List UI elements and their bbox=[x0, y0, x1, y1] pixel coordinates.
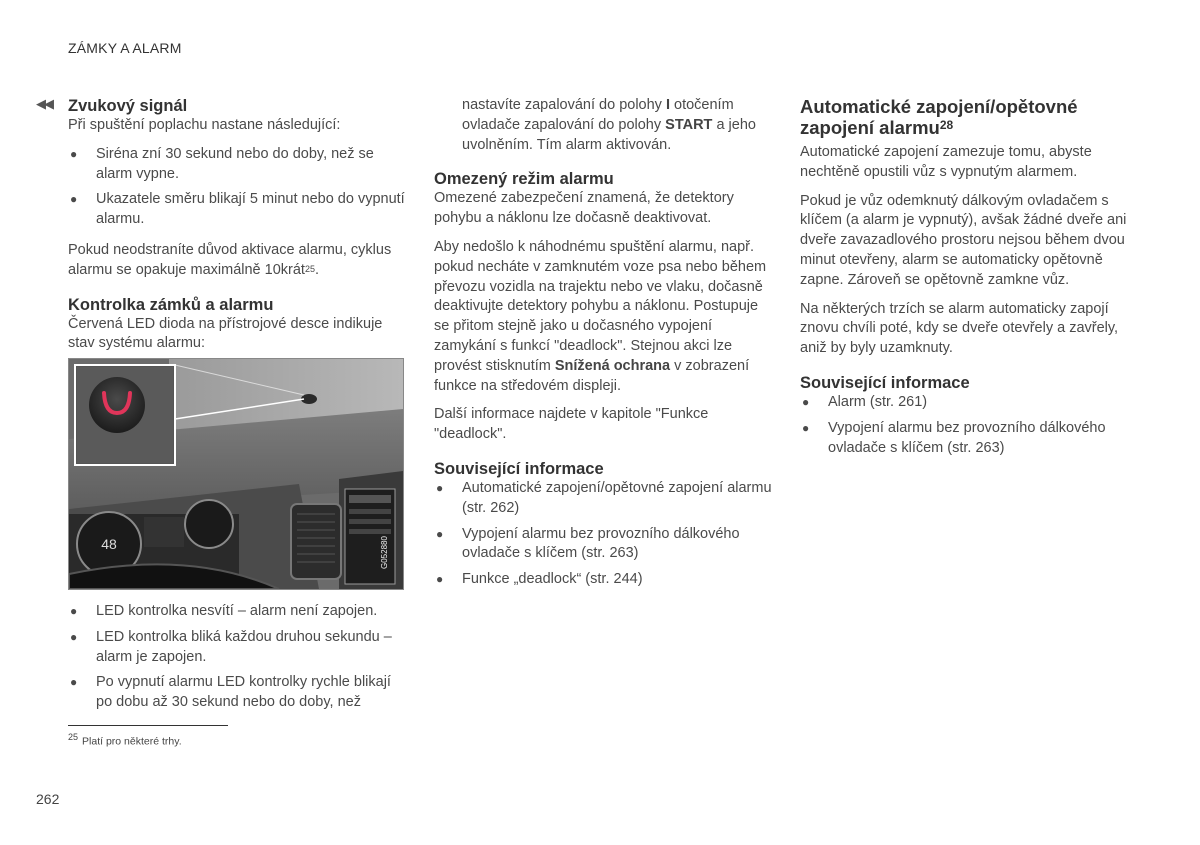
bullet-icon: ● bbox=[802, 420, 810, 435]
image-code: G052880 bbox=[380, 536, 389, 569]
led-bullets bbox=[68, 602, 408, 713]
bullet-icon: ● bbox=[70, 146, 78, 161]
reduced-intro: Omezené zabezpečení znamená, že detektory pohybu a náklonu lze dočasně deaktivovat. bbox=[434, 190, 734, 227]
unlocked-paragraph: Pokud je vůz odemknutý dálkovým ovladačem s klíčem (a alarm je vypnutý), avšak žádné dveře ani dveře zavazadlového prostoru nejsou během dvou minut otevřeny, alarm se automaticky opětovně zapne. Zároveň se opětovně zamkne vůz. bbox=[800, 192, 1127, 288]
footnote: $^{25}$ Platí pro některé trhy. bbox=[68, 732, 182, 748]
column-3 bbox=[800, 96, 1130, 464]
heading-auto-arming: Automatické zapojení/opětovné zapojení alarmu$^{28}$ bbox=[800, 96, 1078, 138]
bullet-icon: ● bbox=[70, 192, 78, 207]
continued-arrow-icon: ◀◀ bbox=[36, 96, 52, 111]
heading-sound-signal: Zvukový signál bbox=[68, 97, 188, 115]
avoid-paragraph: Aby nedošlo k náhodnému spuštění alarmu, např. pokud necháte v zamknutém voze psa nebo během převozu vozidla na trajektu nebo ve vlaku, dočasně deaktivujte detektory pohybu a náklonu. Postupuje se přitom stejně jako u dočasného vypojení zamykání s funkcí "deadlock". Stejnou akci lze provést stisknutím Snížená ochrana v zobrazení funkce na středovém displeji. bbox=[434, 238, 767, 394]
list-item: ● Po vypnutí alarmu LED kontrolky rychle blikají po dobu až 30 sekund nebo do doby, než bbox=[70, 674, 391, 711]
bullet-icon: ● bbox=[70, 675, 78, 690]
related-links bbox=[434, 479, 774, 590]
sound-bullets bbox=[68, 145, 408, 230]
page-header: ZÁMKY A ALARM bbox=[68, 40, 182, 56]
column-1 bbox=[68, 96, 408, 354]
heading-reduced-mode: Omezený režim alarmu bbox=[434, 170, 614, 189]
cycle-paragraph: Pokud neodstraníte důvod aktivace alarmu, cyklus alarmu se opakuje maximálně 10krát$^{25}$. bbox=[68, 241, 392, 278]
bullet-icon: ● bbox=[436, 480, 444, 495]
column-1-bottom bbox=[68, 602, 408, 719]
auto-intro: Automatické zapojení zamezuje tomu, abyste nechtěně opustili vůz s vypnutým alarmem. bbox=[800, 144, 1092, 180]
bullet-icon: ● bbox=[802, 394, 810, 409]
reduced-protection-label: Snížená ochrana bbox=[554, 357, 671, 374]
led-intro: Červená LED dioda na přístrojové desce indikuje stav systému alarmu: bbox=[68, 315, 383, 352]
bullet-icon: ● bbox=[436, 572, 444, 587]
list-item: ● LED kontrolka nesvítí – alarm není zapojen. bbox=[68, 602, 408, 622]
bullet-icon: ● bbox=[436, 526, 444, 541]
footnote-ref: 25 bbox=[304, 263, 315, 274]
markets-paragraph: Na některých trzích se alarm automaticky zapojí znovu chvíli poté, kdy se dveře otevřely a zavřely, aniž by byly uzamknuty. bbox=[800, 300, 1119, 357]
column-2 bbox=[434, 96, 774, 596]
related-link[interactable]: ● Funkce „deadlock“ (str. 244) bbox=[434, 570, 774, 590]
related-link[interactable]: ● Automatické zapojení/opětovné zapojení alarmu (str. 262) bbox=[436, 479, 772, 516]
related-link[interactable]: ● Alarm (str. 261) bbox=[800, 393, 1130, 413]
bullet-icon: ● bbox=[70, 604, 78, 618]
related-links bbox=[800, 393, 1130, 458]
ignition-paragraph: nastavíte zapalování do polohy I otočením ovladače zapalování do polohy START a jeho uvolněním. Tím alarm aktivován. bbox=[462, 97, 756, 153]
related-link[interactable]: ● Vypojení alarmu bez provozního dálkového ovladače s klíčem (str. 263) bbox=[436, 525, 740, 562]
page-number: 262 bbox=[36, 791, 60, 807]
related-link[interactable]: ● Vypojení alarmu bez provozního dálkového ovladače s klíčem (str. 263) bbox=[802, 419, 1106, 456]
footnote-ref: 28 bbox=[939, 118, 954, 132]
list-item: ● Ukazatele směru blikají 5 minut nebo do vypnutí alarmu. bbox=[70, 191, 405, 228]
list-item: ● LED kontrolka bliká každou druhou sekundu – alarm je zapojen. bbox=[70, 628, 392, 665]
footnote-divider bbox=[68, 725, 228, 726]
bullet-icon: ● bbox=[70, 629, 78, 644]
list-item: ● Siréna zní 30 sekund nebo do doby, než se alarm vypne. bbox=[70, 145, 374, 182]
heading-related-info: Související informace bbox=[800, 373, 970, 392]
dashboard-led-image bbox=[68, 358, 404, 590]
sound-intro: Při spuštění poplachu nastane následující: bbox=[68, 117, 341, 133]
heading-related-info: Související informace bbox=[434, 459, 604, 478]
heading-lock-indicator: Kontrolka zámků a alarmu bbox=[68, 295, 274, 314]
more-info-paragraph: Další informace najdete v kapitole "Funkce "deadlock". bbox=[434, 406, 709, 443]
speed-readout: 48 bbox=[101, 536, 117, 552]
dashboard-illustration bbox=[69, 359, 403, 589]
